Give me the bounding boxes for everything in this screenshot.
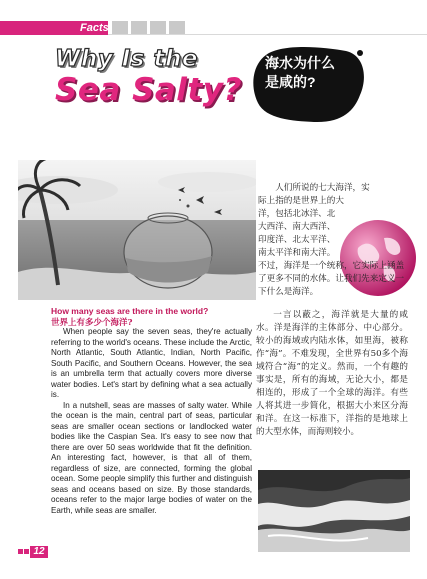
section-label: Facts [80,22,109,34]
header-block [112,21,128,35]
question-en: How many seas are there in the world? [51,306,209,316]
footer-square [24,549,29,554]
body-en-paragraph: When people say the seven seas, they're actually referring to the world's oceans. These include the Arctic, North Atlantic, South Atlantic, Indian, North Pacific, South Pacific, and Southern Oceans. However, the sea is an umbrella term that actually covers more diverse water bodies. Let's start by defining what a sea actually is. [51,327,252,399]
title-cn-line-2: 是咸的? [265,74,316,90]
body-en [51,327,252,516]
title-line-2: Sea Salty? [55,72,242,108]
header-block [169,21,185,35]
header-rule [108,34,427,35]
body-en-paragraph: In a nutshell, seas are masses of salty water. While the ocean is the main, central part of seas, particular seas are smaller ocean sections or landlocked water bodies like the Caspian Sea. It's easy to see now that there are over 50 seas worldwide that fit the definition. An interesting fact, however, is that all of them, regardless of size, are connected, forming the global ocean. Some people simplify this further and distinguish seas and oceans based on size. By those standards, oceans refer to the major large bodies of water on the Earth, while seas are smaller. [51,400,252,515]
footer-square [18,549,23,554]
page-number: 12 [33,546,45,557]
body-cn-paragraph: 一言以蔽之，海洋就是大量的咸水。洋是海洋的主体部分、中心部分。较小的海域或内陆水体，如里海，被称作“海”。不难发现，全世界有50多个海域符合“海”的定义。然而，一个有趣的事实是，所有的海域，无论大小，都是相连的，形成了一个全球的海洋。有些人将其进一步简化，根据大小来区分海和洋。在这一标准下，洋指的是地球上的大型水体，而海则较小。 [256,310,408,437]
body-cn [256,309,408,439]
ocean-wave-photo [258,470,410,552]
title-line-1: Why Is the [55,46,198,72]
question-cn: 世界上有多少个海洋? [51,318,133,328]
header-block [131,21,147,35]
header-block [150,21,166,35]
fishbowl-palm-illustration [18,160,256,300]
title-cn-line-1: 海水为什么 [265,55,335,71]
intro-cn-text: 人们所说的七大海洋，实际上指的是世界上的大洋，包括北冰洋、北大西洋、南大西洋、印度洋、北太平洋、南太平洋和南大洋。不过，海洋是一个统称，它实际上涵盖了更多不同的水体。让我们先来定义一下什么是海洋。 [258,183,405,297]
title-cn [265,54,355,92]
intro-cn-paragraph [258,182,406,299]
